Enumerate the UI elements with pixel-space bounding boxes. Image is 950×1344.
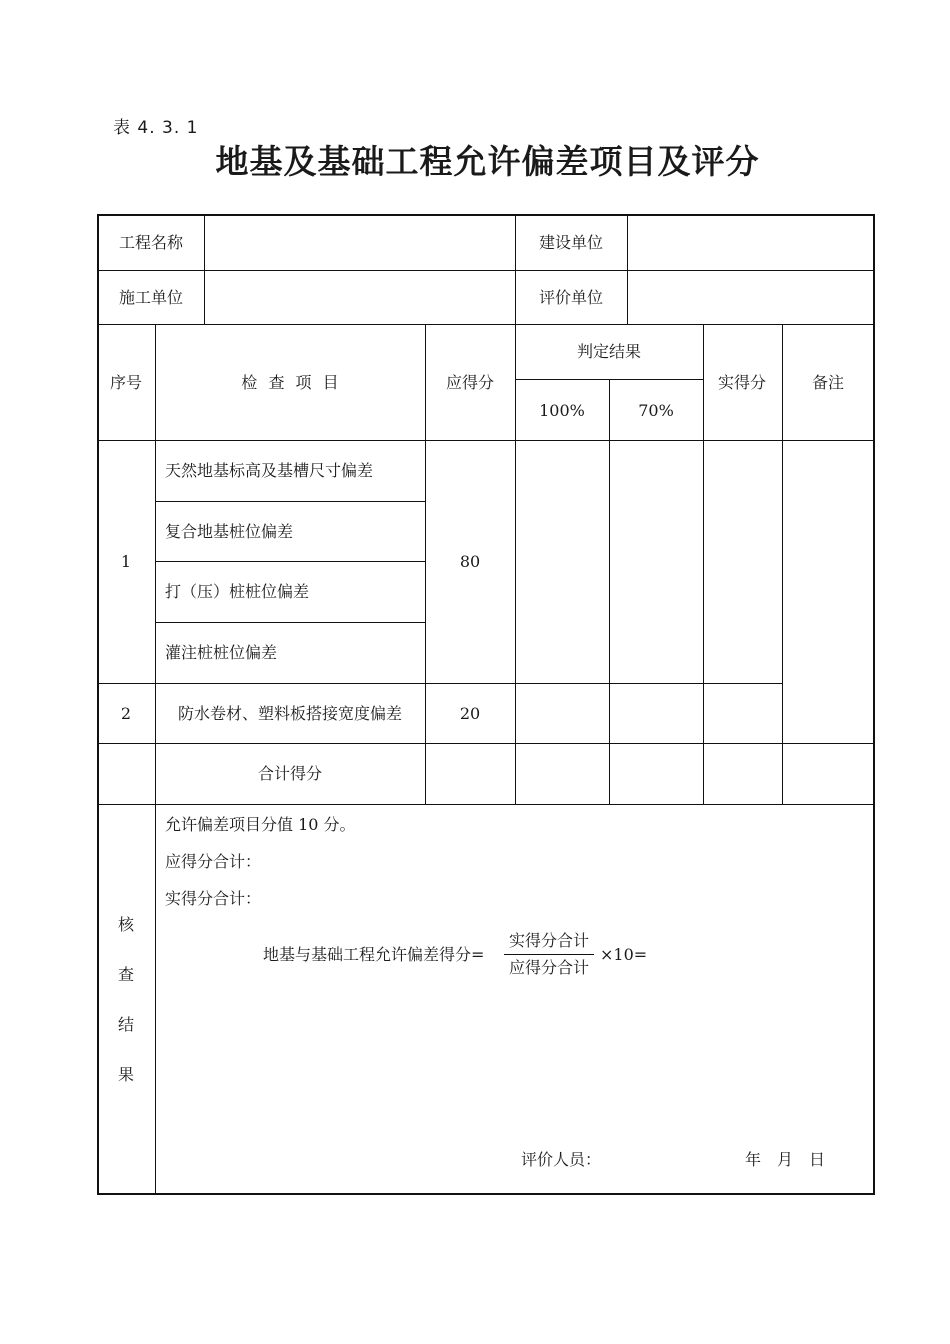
formula-fraction bbox=[504, 929, 594, 980]
total-label: 合计得分 bbox=[257, 764, 323, 783]
grid-line bbox=[425, 324, 426, 804]
grid-line bbox=[155, 324, 156, 1195]
row-1-item-2: 复合地基桩位偏差 bbox=[165, 522, 294, 541]
check-line-1: 允许偏差项目分值 10 分。 bbox=[165, 815, 356, 834]
table-number: 表 4. 3. 1 bbox=[113, 118, 199, 138]
row-1-item-4: 灌注桩桩位偏差 bbox=[165, 643, 278, 662]
grid-line bbox=[703, 324, 704, 804]
row-2-item-1: 防水卷材、塑料板搭接宽度偏差 bbox=[177, 704, 403, 723]
check-side-label-1: 核 bbox=[117, 915, 135, 934]
fraction-bar bbox=[504, 954, 594, 955]
header-judgment: 判定结果 bbox=[576, 342, 642, 361]
construction-unit-label: 建设单位 bbox=[538, 233, 604, 252]
row-2-due-score: 20 bbox=[459, 704, 481, 723]
header-actual-score: 实得分 bbox=[717, 373, 767, 392]
header-seq: 序号 bbox=[109, 373, 143, 392]
page-title: 地基及基础工程允许偏差项目及评分 bbox=[215, 142, 760, 181]
grid-line bbox=[97, 440, 875, 441]
row-1-item-1: 天然地基标高及基槽尺寸偏差 bbox=[165, 461, 374, 480]
grid-line bbox=[97, 743, 875, 744]
check-side-label-2: 查 bbox=[117, 965, 135, 984]
grid-line bbox=[155, 501, 425, 502]
check-line-2: 应得分合计： bbox=[165, 852, 262, 871]
row-1-seq: 1 bbox=[120, 552, 132, 571]
header-remark: 备注 bbox=[811, 373, 845, 392]
grid-line bbox=[97, 683, 783, 684]
grid-line bbox=[97, 804, 875, 805]
header-100-percent: 100% bbox=[539, 401, 585, 420]
grid-line bbox=[204, 214, 205, 324]
grid-line bbox=[155, 561, 425, 562]
row-1-item-3: 打（压）桩桩位偏差 bbox=[165, 582, 310, 601]
formula-right: ×10= bbox=[600, 945, 648, 964]
project-name-label: 工程名称 bbox=[118, 233, 184, 252]
builder-label: 施工单位 bbox=[118, 288, 184, 307]
grid-line bbox=[609, 379, 610, 804]
formula-denominator: 应得分合计 bbox=[508, 958, 589, 977]
check-line-3: 实得分合计： bbox=[165, 889, 262, 908]
grid-line bbox=[97, 270, 875, 271]
grid-line bbox=[97, 324, 875, 325]
grid-line bbox=[515, 214, 516, 324]
date-label: 年 月 日 bbox=[745, 1150, 826, 1169]
check-side-label-4: 果 bbox=[117, 1065, 135, 1084]
grid-line bbox=[627, 214, 628, 324]
header-due-score: 应得分 bbox=[445, 373, 495, 392]
header-item: 检 查 项 目 bbox=[241, 373, 339, 392]
check-side-label-3: 结 bbox=[117, 1015, 135, 1034]
row-1-due-score: 80 bbox=[459, 552, 481, 571]
grid-line bbox=[782, 324, 783, 804]
evaluator-label: 评价人员： bbox=[521, 1150, 602, 1169]
evaluator-unit-label: 评价单位 bbox=[538, 288, 604, 307]
formula-numerator: 实得分合计 bbox=[508, 931, 589, 950]
formula-left: 地基与基础工程允许偏差得分= bbox=[263, 945, 485, 964]
row-2-seq: 2 bbox=[120, 704, 132, 723]
header-70-percent: 70% bbox=[638, 401, 674, 420]
grid-line bbox=[515, 324, 516, 804]
grid-line bbox=[155, 622, 425, 623]
